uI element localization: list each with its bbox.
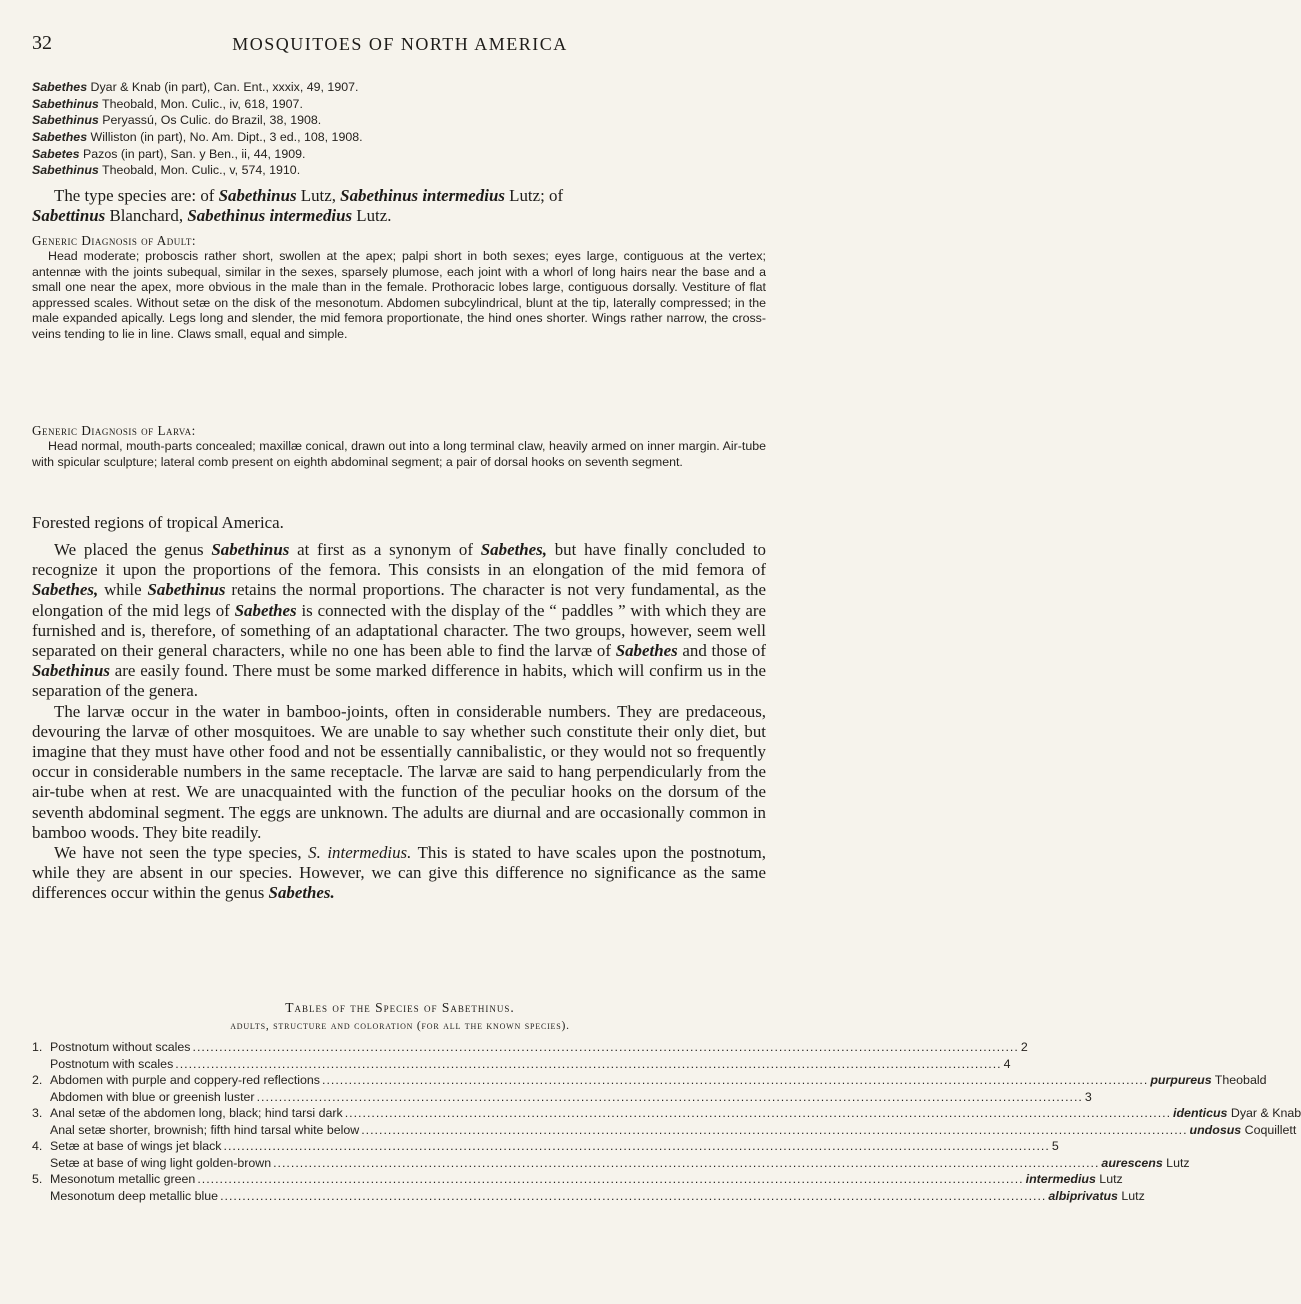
heading-text: Generic Diagnosis of Adult:: [32, 233, 197, 248]
key-number: 1.: [32, 1040, 43, 1054]
key-text: Setæ at base of wings jet black: [50, 1139, 222, 1153]
text: is connected with the display of the “ paddles ” with which they are furnished and is, therefore, of something of an adaptational character. The two groups, however, seem well separated on their general characters, while no one has been able to find the larvæ of: [32, 600, 766, 661]
key-result: 5: [1051, 1139, 1059, 1153]
synonymy-entry: [32, 131, 766, 143]
type-species-statement: [32, 186, 766, 226]
species-author: Theobald: [1211, 1073, 1267, 1087]
leader-dots: ..........................................................................................................................................................................................: [322, 1073, 1149, 1087]
text: The type species are: of: [54, 186, 219, 205]
synonymy-entry: [32, 114, 766, 126]
key-subtitle: adults, structure and coloration (for all the known species).: [230, 1020, 570, 1032]
synonym-reference: Pazos (in part), San. y Ben., ii, 44, 1909.: [79, 147, 306, 161]
key-text: Anal setæ of the abdomen long, black; hind tarsi dark: [50, 1106, 343, 1120]
adult-diagnosis-heading: [32, 233, 766, 249]
key-text: Postnotum without scales: [50, 1040, 191, 1054]
key-text: Mesonotum metallic green: [50, 1172, 196, 1186]
species-author: Lutz: [1117, 1189, 1145, 1203]
species-name: undosus: [1189, 1123, 1242, 1137]
genus-name: Sabethes,: [480, 540, 547, 559]
species-author: Dyar & Knab: [1227, 1106, 1301, 1120]
key-number: 2.: [32, 1073, 43, 1087]
page-number: 32: [32, 32, 52, 54]
page-header: [0, 32, 800, 58]
leader-dots: ..........................................................................................................................................................................................: [223, 1139, 1050, 1153]
text: and those of: [677, 641, 767, 661]
discussion-paragraph: [32, 843, 766, 904]
genus-name: Sabethes: [615, 641, 678, 661]
key-title: Tables of the Species of Sabethinus.: [285, 1000, 515, 1015]
synonym-name: Sabetes: [32, 147, 80, 161]
synonym-name: Sabethinus: [32, 163, 99, 177]
discussion: [32, 540, 766, 904]
discussion-paragraph: The larvæ occur in the water in bamboo-joints, often in considerable numbers. They are predaceous, devouring the larvæ of other mosquitoes. We are unable to say whether such constitute their only diet, but imagine that they must have other food and not be essentially cannibalistic, or they would not so frequently occur in considerable numbers in the same receptacle. The larvæ are said to hang perpendicularly from the air-tube when at rest. We are unacquainted with the function of the peculiar hooks on the dorsum of the seventh abdominal segment. The eggs are unknown. The adults are diurnal and are occasionally common in bamboo woods. They bite readily.: [32, 701, 766, 842]
key-text: Anal setæ shorter, brownish; fifth hind tarsal white below: [50, 1123, 360, 1137]
leader-dots: ..........................................................................................................................................................................................: [220, 1189, 1047, 1203]
key-number: 4.: [32, 1139, 43, 1153]
synonym-reference: Williston (in part), No. Am. Dipt., 3 ed., 108, 1908.: [87, 130, 363, 144]
species-name: Sabethinus intermedius: [340, 186, 505, 205]
synonymy-entry: [32, 164, 766, 176]
running-title: MOSQUITOES OF NORTH AMERICA: [232, 34, 568, 54]
key-number: 3.: [32, 1106, 43, 1120]
synonym-reference: Dyar & Knab (in part), Can. Ent., xxxix, 49, 1907.: [87, 80, 359, 94]
text: Blanchard,: [105, 206, 188, 226]
species-name: S. intermedius.: [308, 843, 412, 863]
synonym-name: Sabethes: [32, 80, 88, 94]
key-row: [32, 1073, 1267, 1088]
diagnosis-text: Head moderate; proboscis rather short, swollen at the apex; palpi short in both sexes; eyes large, contiguous at the vertex; antennæ with the joints subequal, similar in the sexes, sparsely plumose, each joint with a whorl of long hairs near the base and a small one near the apex, more obvious in the male than in the female. Prothoracic lobes large, contiguous dorsally. Vestiture of flat appressed scales. Without setæ on the disk of the mesonotum. Abdomen subcylindrical, blunt at the tip, laterally compressed; in the male expanded apically. Legs long and slender, the mid femora proportionate, the hind ones shorter. Wings rather narrow, the cross-veins tending to lie in line. Claws small, equal and simple.: [32, 249, 766, 341]
synonym-name: Sabethes: [32, 130, 88, 144]
text: retains the normal proportions. The character is not very fundamental, as the elongation of the mid legs of: [32, 580, 766, 620]
key-row: [32, 1189, 1145, 1204]
key-number: 5.: [32, 1172, 43, 1186]
text: are easily found. There must be some marked difference in habits, which will confirm us in the separation of the genera.: [32, 661, 766, 701]
key-row: [32, 1090, 1092, 1105]
larva-diagnosis-text: [32, 439, 766, 470]
leader-dots: ..........................................................................................................................................................................................: [273, 1156, 1100, 1170]
larva-diagnosis-heading: [32, 423, 766, 439]
text: We have not seen the type species,: [54, 843, 309, 863]
species-author: Coquillett: [1241, 1123, 1297, 1137]
key-text: Abdomen with purple and coppery-red reflections: [50, 1073, 320, 1087]
leader-dots: ..........................................................................................................................................................................................: [344, 1106, 1172, 1120]
species-name: purpureus: [1150, 1073, 1212, 1087]
genus-name: Sabethinus: [147, 580, 226, 600]
species-author: Lutz: [1162, 1156, 1190, 1170]
synonym-name: Sabethinus: [32, 97, 99, 111]
text: We placed the genus: [54, 540, 212, 559]
text: This is stated to have scales upon the postnotum, while they are absent in our species. However, we can give this difference no significance as the same differences occur within the genus: [32, 843, 766, 903]
text: Lutz.: [352, 206, 392, 226]
habitat-line: [32, 513, 766, 533]
key-row: [32, 1172, 1123, 1187]
text: Lutz; of: [504, 186, 564, 205]
genus-name: Sabethes.: [268, 883, 335, 903]
leader-dots: ..........................................................................................................................................................................................: [197, 1172, 1024, 1186]
genus-name: Sabethinus: [218, 186, 297, 205]
text: at first as a synonym of: [289, 540, 481, 559]
synonymy-entry: [32, 81, 766, 93]
synonym-reference: Theobald, Mon. Culic., v, 574, 1910.: [98, 163, 301, 177]
adult-diagnosis-text: [32, 249, 766, 343]
key-result: 3: [1084, 1090, 1092, 1104]
synonym-name: Sabethinus: [32, 113, 99, 127]
species-name: identicus: [1173, 1106, 1228, 1120]
genus-name: Sabethinus: [32, 661, 110, 681]
genus-name: Sabethinus: [211, 540, 290, 559]
species-name: intermedius: [1025, 1172, 1096, 1186]
species-author: Lutz: [1095, 1172, 1123, 1186]
key-row: [32, 1139, 1059, 1154]
key-result: 2: [1020, 1040, 1028, 1054]
key-text: Mesonotum deep metallic blue: [50, 1189, 219, 1203]
key-row: [32, 1106, 1301, 1121]
leader-dots: ..........................................................................................................................................................................................: [175, 1057, 1002, 1071]
key-row: [32, 1156, 1190, 1171]
leader-dots: ..........................................................................................................................................................................................: [192, 1040, 1019, 1054]
heading-text: Generic Diagnosis of Larva:: [32, 423, 196, 438]
species-name: albiprivatus: [1048, 1189, 1118, 1203]
leader-dots: ..........................................................................................................................................................................................: [256, 1090, 1083, 1104]
genus-name: Sabethes,: [32, 580, 99, 600]
text: Lutz,: [296, 186, 341, 205]
species-name: aurescens: [1101, 1156, 1163, 1170]
key-text: Postnotum with scales: [50, 1057, 174, 1071]
diagnosis-text: Head normal, mouth-parts concealed; maxillæ conical, drawn out into a long terminal claw, heavily armed on inner margin. Air-tube with spicular sculpture; lateral comb present on eighth abdominal segment; a pair of dorsal hooks on seventh segment.: [32, 439, 766, 469]
text: but have finally concluded to recognize it upon the proportions of the femora. This consists in an elongation of the mid femora of: [32, 540, 766, 580]
key-result: 4: [1003, 1057, 1011, 1071]
genus-name: Sabethes: [234, 600, 297, 620]
key-text: Setæ at base of wing light golden-brown: [50, 1156, 272, 1170]
leader-dots: ..........................................................................................................................................................................................: [361, 1123, 1188, 1137]
key-row: [32, 1057, 1011, 1072]
text: while: [98, 580, 148, 600]
synonymy-entry: [32, 148, 766, 160]
discussion-paragraph: [32, 540, 766, 702]
key-row: [32, 1040, 1028, 1055]
key-text: Abdomen with blue or greenish luster: [50, 1090, 255, 1104]
synonym-reference: Theobald, Mon. Culic., iv, 618, 1907.: [98, 97, 303, 111]
key-row: [32, 1123, 1297, 1138]
synonymy-entry: [32, 98, 766, 110]
synonym-reference: Peryassú, Os Culic. do Brazil, 38, 1908.: [98, 113, 322, 127]
genus-name: Sabettinus: [32, 206, 106, 226]
species-name: Sabethinus intermedius: [187, 206, 353, 226]
habitat-text: Forested regions of tropical America.: [32, 513, 284, 532]
